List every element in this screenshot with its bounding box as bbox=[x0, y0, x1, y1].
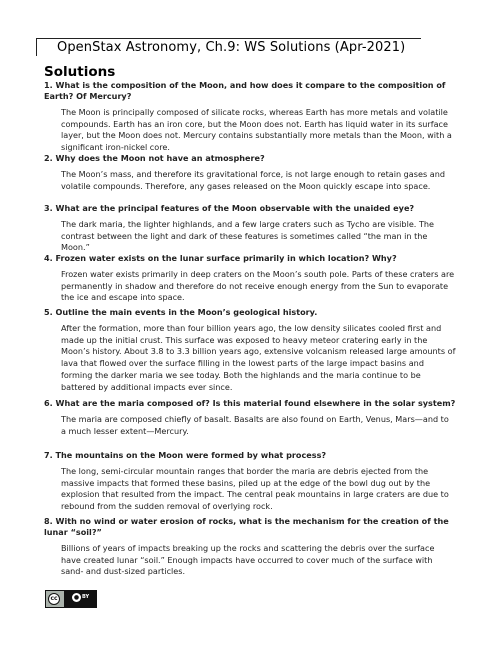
qa-item-1 bbox=[44, 80, 456, 154]
question-3: 3. What are the principal features of the Moon observable with the unaided eye? bbox=[44, 203, 415, 213]
answer-1: The Moon is principally composed of silicate rocks, whereas Earth has more metals and volatile compounds. Earth has an iron core, but the Moon does not. Earth has liquid water in its surface layer, but the Moon does not. Mercury contains substantially more metals than the Moon, with a significant iron-nickel core. bbox=[61, 107, 452, 153]
answer-2: The Moon’s mass, and therefore its gravitational force, is not large enough to retain gases and volatile compounds. Therefore, any gases released on the Moon quickly escape into space. bbox=[61, 169, 445, 191]
qa-item-2 bbox=[44, 153, 456, 192]
qa-item-3 bbox=[44, 203, 456, 254]
question-7: 7. The mountains on the Moon were formed by what process? bbox=[44, 450, 327, 460]
answer-7: The long, semi-circular mountain ranges that border the maria are debris ejected from the massive impacts that formed these basins, piled up at the edge of the bowl dug out by the explosion that resulted from the impact. The central peak mountains in large craters are due to rebound from the sudden removal of overlying rock. bbox=[61, 466, 449, 512]
answer-3: The dark maria, the lighter highlands, and a few large craters such as Tycho are visible. The contrast between the light and dark of these features is sometimes called “the man in the Moon.” bbox=[61, 219, 434, 253]
question-5: 5. Outline the main events in the Moon’s geological history. bbox=[44, 307, 318, 317]
cc-by-license-badge bbox=[45, 590, 97, 608]
answer-6: The maria are composed chiefly of basalt. Basalts are also found on Earth, Venus, Mars—and to a much lesser extent—Mercury. bbox=[61, 414, 449, 436]
answer-5: After the formation, more than four billion years ago, the low density silicates cooled first and made up the initial crust. This surface was exposed to heavy meteor cratering early in the Moon’s history. About 3.8 to 3.3 billion years ago, extensive volcanism released large amounts of lava that flowed over the surface filling in the lowest parts of the large impact basins and forming the darker maria we see today. Both the highlands and the maria continue to be battered by additional impacts ever since. bbox=[61, 323, 456, 392]
qa-item-4 bbox=[44, 253, 456, 304]
qa-item-7 bbox=[44, 450, 456, 513]
creative-commons-icon: cc bbox=[48, 593, 60, 605]
question-6: 6. What are the maria composed of? Is this material found elsewhere in the solar system? bbox=[44, 398, 456, 408]
license-by-label: BY bbox=[82, 594, 90, 600]
qa-item-6 bbox=[44, 398, 456, 437]
question-4: 4. Frozen water exists on the lunar surface primarily in which location? Why? bbox=[44, 253, 397, 263]
answer-4: Frozen water exists primarily in deep craters on the Moon’s south pole. Parts of these craters are permanently in shadow and therefore do not receive enough energy from the Sun to evaporate the ice and escape into space. bbox=[61, 269, 455, 303]
document-title: OpenStax Astronomy, Ch.9: WS Solutions (Apr-2021) bbox=[57, 40, 406, 55]
answer-8: Billions of years of impacts breaking up the rocks and scattering the debris over the surface have created lunar “soil.” Enough impacts have occurred to cover much of the surface with sand- and dust-sized particles. bbox=[61, 543, 435, 577]
question-1: 1. What is the composition of the Moon, and how does it compare to the composition of Earth? Of Mercury? bbox=[44, 80, 446, 101]
person-icon: ● bbox=[73, 594, 80, 601]
qa-item-5 bbox=[44, 307, 456, 393]
page-header bbox=[36, 38, 421, 56]
section-title: Solutions bbox=[44, 64, 116, 80]
question-2: 2. Why does the Moon not have an atmosphere? bbox=[44, 153, 265, 163]
qa-item-8 bbox=[44, 516, 456, 578]
question-8: 8. With no wind or water erosion of rocks, what is the mechanism for the creation of the lunar “soil?” bbox=[44, 516, 449, 537]
